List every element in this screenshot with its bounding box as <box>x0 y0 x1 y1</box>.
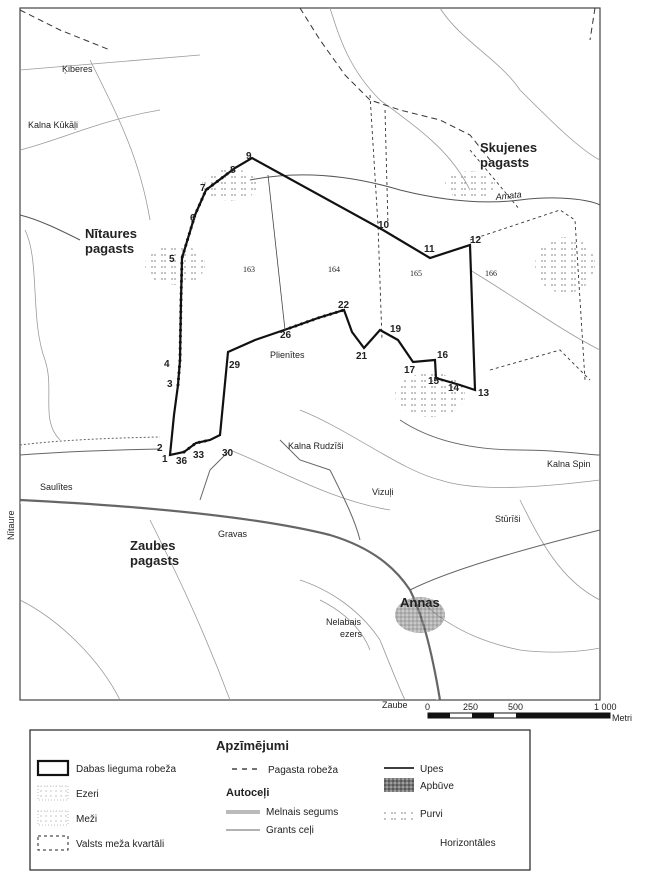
point-22: 22 <box>338 300 350 311</box>
place-sturisi: Stūrīši <box>495 514 521 524</box>
region-nitaures: Nītaures <box>85 226 138 241</box>
side-label-nitaure: Nītaure <box>6 510 16 540</box>
point-30: 30 <box>222 448 234 459</box>
scale-tick-1000: 1 000 <box>594 702 617 712</box>
place-kalna-kukali: Kalna Kūkāļi <box>28 120 79 130</box>
point-8: 8 <box>230 165 236 176</box>
point-21: 21 <box>356 351 368 362</box>
quarter-166: 166 <box>485 269 497 278</box>
point-33: 33 <box>193 450 205 461</box>
scale-tick-250: 250 <box>463 702 479 712</box>
place-zaube: Zaube <box>382 700 408 710</box>
place-plienites: Plienītes <box>270 350 305 360</box>
point-13: 13 <box>478 388 490 399</box>
point-15: 15 <box>428 376 440 387</box>
place-kalna-spin: Kalna Spin <box>547 459 591 469</box>
point-14: 14 <box>448 383 460 394</box>
point-3: 3 <box>167 379 173 390</box>
legend-label-forests: Meži <box>76 814 98 825</box>
legend-symbol-forests <box>38 811 68 825</box>
legend-symbol-lakes <box>38 786 68 800</box>
point-11: 11 <box>424 244 435 255</box>
point-16: 16 <box>437 350 449 361</box>
legend-symbol-marsh <box>384 808 414 820</box>
legend-label-paved-road: Melnais segums <box>266 807 339 818</box>
point-4: 4 <box>164 359 170 370</box>
region-nitaures-pagasts: pagasts <box>85 241 135 256</box>
scale-unit: Metri <box>612 713 632 723</box>
place-kalna-rudzisi: Kalna Rudzīši <box>288 441 344 451</box>
point-7: 7 <box>200 183 206 194</box>
point-36: 36 <box>176 456 188 467</box>
scale-tick-0: 0 <box>425 702 431 712</box>
legend-label-buildings: Apbūve <box>420 781 454 792</box>
place-saulites: Saulītes <box>40 482 73 492</box>
legend-label-gravel-road: Grants ceļi <box>266 825 314 836</box>
region-skujenes: Skujenes <box>480 140 538 155</box>
river-amata: Amata <box>495 189 523 202</box>
legend-label-marsh: Purvi <box>420 809 443 820</box>
point-17: 17 <box>404 365 416 376</box>
scale-bar <box>425 702 632 723</box>
point-6: 6 <box>190 213 196 224</box>
legend-label-lakes: Ezeri <box>76 789 99 800</box>
quarter-165: 165 <box>410 269 422 278</box>
place-nelabais: Nelabais <box>326 617 362 627</box>
legend-label-roads: Autoceļi <box>226 787 270 799</box>
place-gravas: Gravas <box>218 529 248 539</box>
place-ezers: ezers <box>340 629 363 639</box>
quarter-164: 164 <box>328 265 340 274</box>
scale-tick-500: 500 <box>508 702 524 712</box>
place-kiberes: Ķiberes <box>62 64 93 74</box>
point-19: 19 <box>390 324 402 335</box>
legend-label-quarters: Valsts meža kvartāli <box>76 839 165 850</box>
legend-label-rivers: Upes <box>420 764 444 775</box>
legend-symbol-buildings <box>384 778 414 792</box>
place-vizuli: Vizuļi <box>372 487 394 497</box>
legend <box>30 730 530 870</box>
legend-label-boundary: Dabas lieguma robeža <box>76 764 177 775</box>
region-zaubes-pagasts: pagasts <box>130 553 180 568</box>
region-zaubes: Zaubes <box>130 538 176 553</box>
point-12: 12 <box>470 235 482 246</box>
point-26: 26 <box>280 330 292 341</box>
point-10: 10 <box>378 220 390 231</box>
point-2: 2 <box>157 443 163 454</box>
region-annas: Annas <box>400 595 440 610</box>
point-9: 9 <box>246 151 252 162</box>
quarter-163: 163 <box>243 265 255 274</box>
legend-label-county-boundary: Pagasta robeža <box>268 765 339 776</box>
point-5: 5 <box>169 254 175 265</box>
map-frame <box>20 8 600 700</box>
legend-label-contours: Horizontāles <box>440 838 496 849</box>
region-skujenes-pagasts: pagasts <box>480 155 530 170</box>
point-29: 29 <box>229 360 241 371</box>
point-1: 1 <box>162 454 168 465</box>
legend-title: Apzīmējumi <box>216 738 289 753</box>
